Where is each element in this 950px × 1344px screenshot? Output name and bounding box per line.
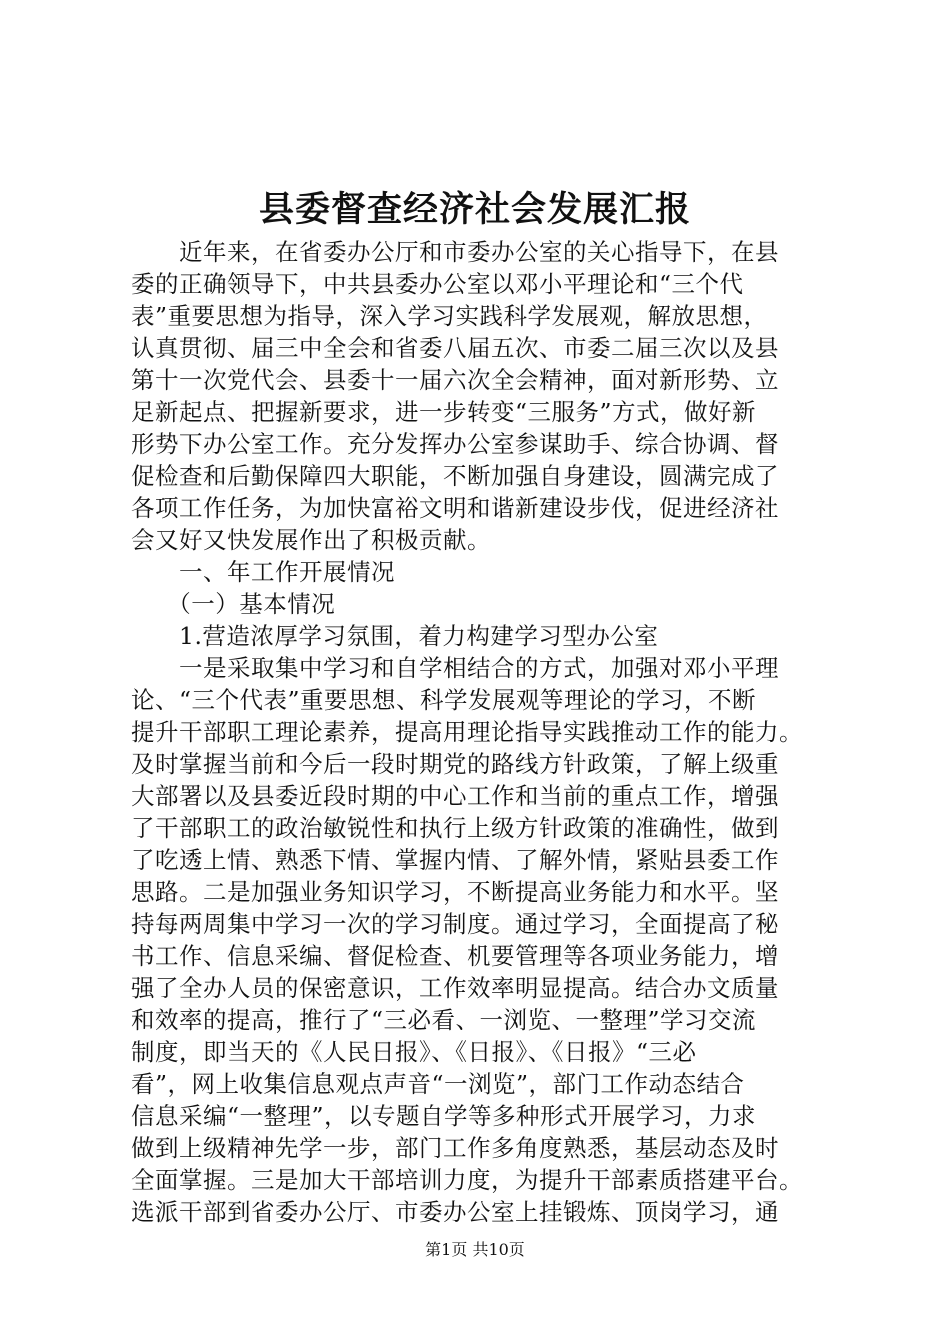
body-line: 论、“三个代表”重要思想、科学发展观等理论的学习，不断 <box>131 686 757 714</box>
body-line: 了干部职工的政治敏锐性和执行上级方针政策的准确性，做到 <box>131 814 779 842</box>
body-line: 信息采编“一整理”，以专题自学等多种形式开展学习，力求 <box>131 1102 757 1130</box>
body-line: 强了全办人员的保密意识，工作效率明显提高。结合办文质量 <box>131 974 779 1002</box>
section-heading: 一、年工作开展情况 <box>131 558 395 586</box>
document-body <box>131 236 831 1228</box>
body-line: 做到上级精神先学一步，部门工作多角度熟悉，基层动态及时 <box>131 1134 779 1162</box>
body-line: 近年来，在省委办公厅和市委办公室的关心指导下，在县 <box>131 238 779 266</box>
body-line: 促检查和后勤保障四大职能，不断加强自身建设，圆满完成了 <box>131 462 779 490</box>
body-line: 提升干部职工理论素养，提高用理论指导实践推动工作的能力。 <box>131 718 803 746</box>
body-line: 各项工作任务，为加快富裕文明和谐新建设步伐，促进经济社 <box>131 494 779 522</box>
body-line: 表”重要思想为指导，深入学习实践科学发展观，解放思想， <box>131 302 768 330</box>
body-line: 形势下办公室工作。充分发挥办公室参谋助手、综合协调、督 <box>131 430 779 458</box>
body-line: 第十一次党代会、县委十一届六次全会精神，面对新形势、立 <box>131 366 779 394</box>
body-line: 和效率的提高，推行了“三必看、一浏览、一整理”学习交流 <box>131 1006 757 1034</box>
body-line: 了吃透上情、熟悉下情、掌握内情、了解外情，紧贴县委工作 <box>131 846 779 874</box>
body-line: 一是采取集中学习和自学相结合的方式，加强对邓小平理 <box>131 654 779 682</box>
body-line: 及时掌握当前和今后一段时期党的路线方针政策，了解上级重 <box>131 750 779 778</box>
body-line: 看”，网上收集信息观点声音“一浏览”，部门工作动态结合 <box>131 1070 745 1098</box>
body-line: 认真贯彻、届三中全会和省委八届五次、市委二届三次以及县 <box>131 334 779 362</box>
document-title: 县委督查经济社会发展汇报 <box>258 189 691 230</box>
body-line: 持每两周集中学习一次的学习制度。通过学习，全面提高了秘 <box>131 910 779 938</box>
body-line: 足新起点、把握新要求，进一步转变“三服务”方式，做好新 <box>131 398 757 426</box>
body-line: 书工作、信息采编、督促检查、机要管理等各项业务能力，增 <box>131 942 779 970</box>
body-line: 思路。二是加强业务知识学习，不断提高业务能力和水平。坚 <box>131 878 779 906</box>
page-number-footer: 第1页 共10页 <box>425 1240 525 1259</box>
body-line: 大部署以及县委近段时期的中心工作和当前的重点工作，增强 <box>131 782 779 810</box>
body-line: 会又好又快发展作出了积极贡献。 <box>131 526 491 554</box>
body-line: 委的正确领导下，中共县委办公室以邓小平理论和“三个代 <box>131 270 744 298</box>
item-heading: 1.营造浓厚学习氛围，着力构建学习型办公室 <box>131 622 659 650</box>
body-line: 全面掌握。三是加大干部培训力度，为提升干部素质搭建平台。 <box>131 1166 803 1194</box>
body-line: 制度，即当天的《人民日报》、《日报》、《日报》“三必 <box>131 1038 697 1066</box>
body-line: 选派干部到省委办公厅、市委办公室上挂锻炼、顶岗学习，通 <box>131 1198 779 1226</box>
subsection-heading: （一）基本情况 <box>131 590 336 618</box>
